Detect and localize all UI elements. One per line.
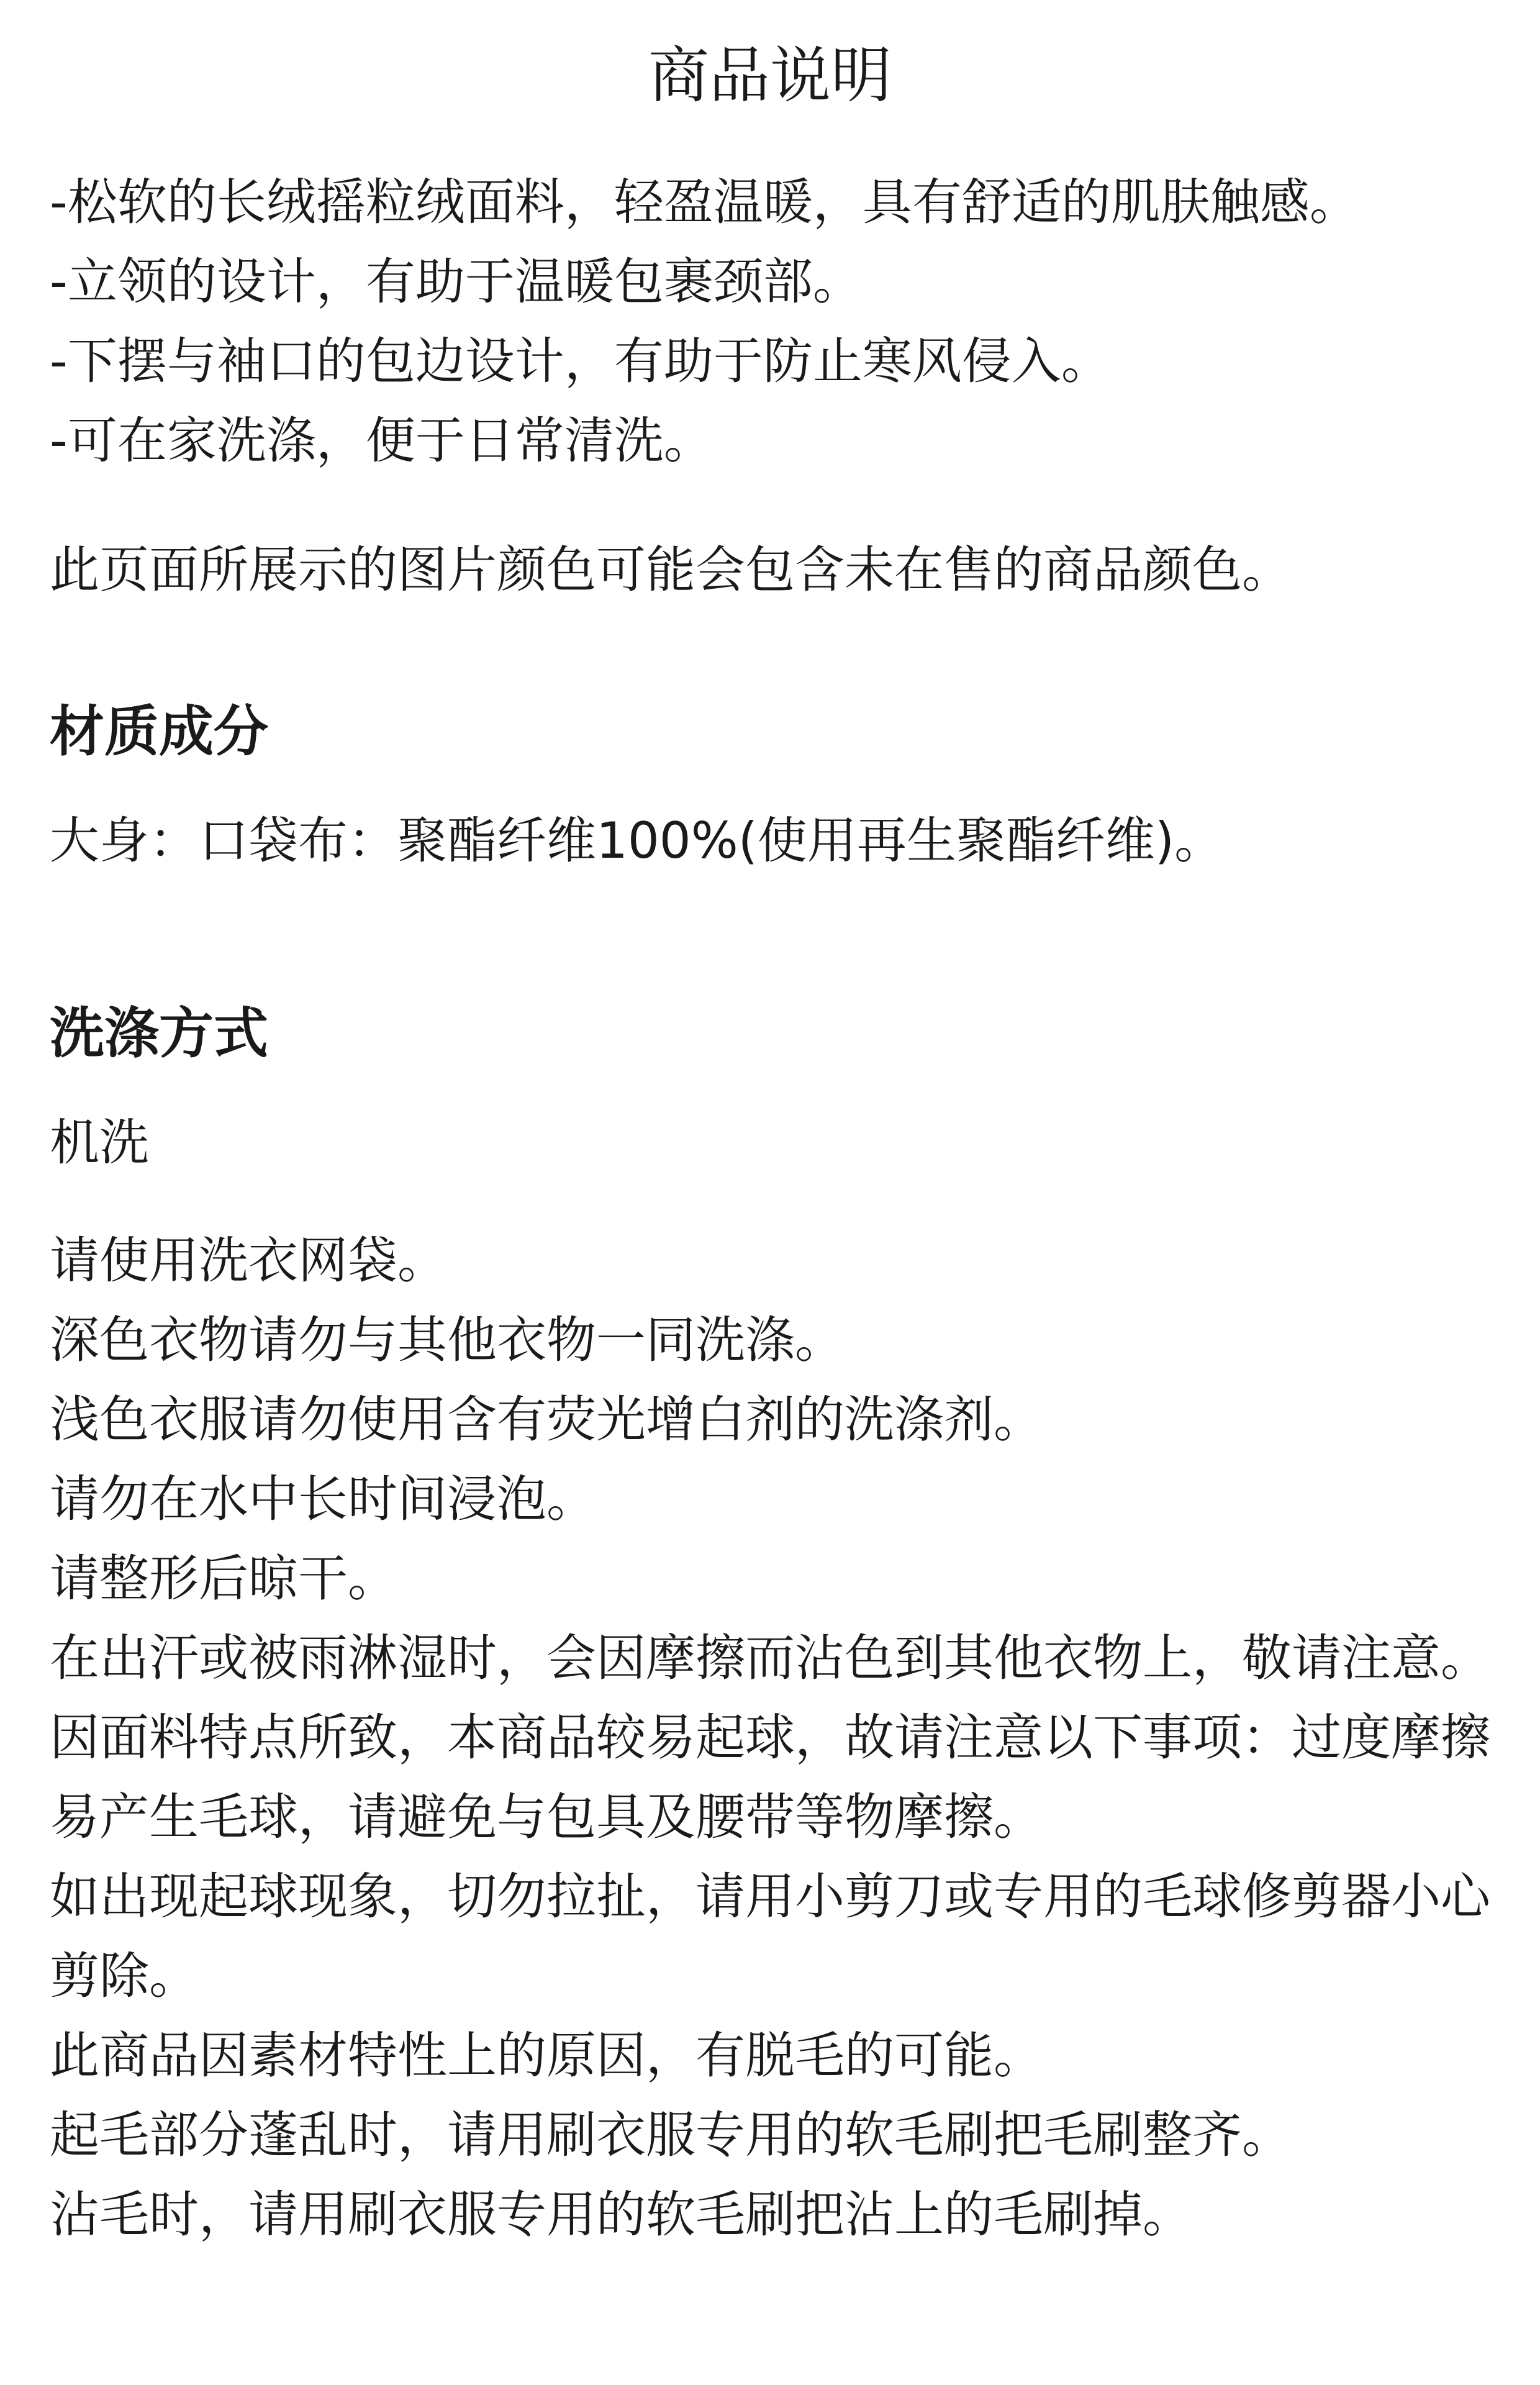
instruction-item: 如出现起球现象，切勿拉扯，请用小剪刀或专用的毛球修剪器小心剪除。: [50, 1868, 1490, 2005]
instruction-item: 起毛部分蓬乱时，请用刷衣服专用的软毛刷把毛刷整齐。: [50, 2106, 1292, 2164]
washing-method: 机洗: [50, 1114, 149, 1171]
instruction-item: 此商品因素材特性上的原因，有脱毛的可能。: [50, 2027, 1043, 2084]
feature-list: [50, 163, 1503, 481]
instruction-item: 请使用洗衣网袋。: [50, 1232, 447, 1289]
material-heading: 材质成分: [50, 699, 269, 763]
feature-item: -可在家洗涤，便于日常清洗。: [50, 412, 713, 470]
instruction-item: 沾毛时，请用刷衣服专用的软毛刷把沾上的毛刷掉。: [50, 2186, 1192, 2243]
feature-item: -下摆与袖口的包边设计，有助于防止寒风侵入。: [50, 332, 1111, 390]
feature-item: -立领的设计，有助于温暖包裹颈部。: [50, 253, 863, 311]
instruction-item: 请整形后晾干。: [50, 1550, 397, 1607]
instruction-item: 因面料特点所致，本商品较易起球，故请注意以下事项：过度摩擦易产生毛球，请避免与包具及腰带等物摩擦。: [50, 1709, 1490, 1846]
washing-instructions: [50, 1221, 1503, 2255]
instruction-item: 在出汗或被雨淋湿时，会因摩擦而沾色到其他衣物上，敬请注意。: [50, 1629, 1490, 1687]
page-title: 商品说明: [648, 40, 892, 111]
color-note: 此页面所展示的图片颜色可能会包含未在售的商品颜色。: [50, 541, 1292, 599]
instruction-item: 深色衣物请勿与其他衣物一同洗涤。: [50, 1311, 845, 1369]
washing-heading: 洗涤方式: [50, 1001, 269, 1065]
instruction-item: 浅色衣服请勿使用含有荧光增白剂的洗涤剂。: [50, 1391, 1043, 1448]
material-composition: 大身：口袋布：聚酯纤维100%(使用再生聚酯纤维)。: [50, 812, 1225, 870]
instruction-item: 请勿在水中长时间浸泡。: [50, 1470, 596, 1528]
feature-item: -松软的长绒摇粒绒面料，轻盈温暖，具有舒适的肌肤触感。: [50, 173, 1359, 231]
